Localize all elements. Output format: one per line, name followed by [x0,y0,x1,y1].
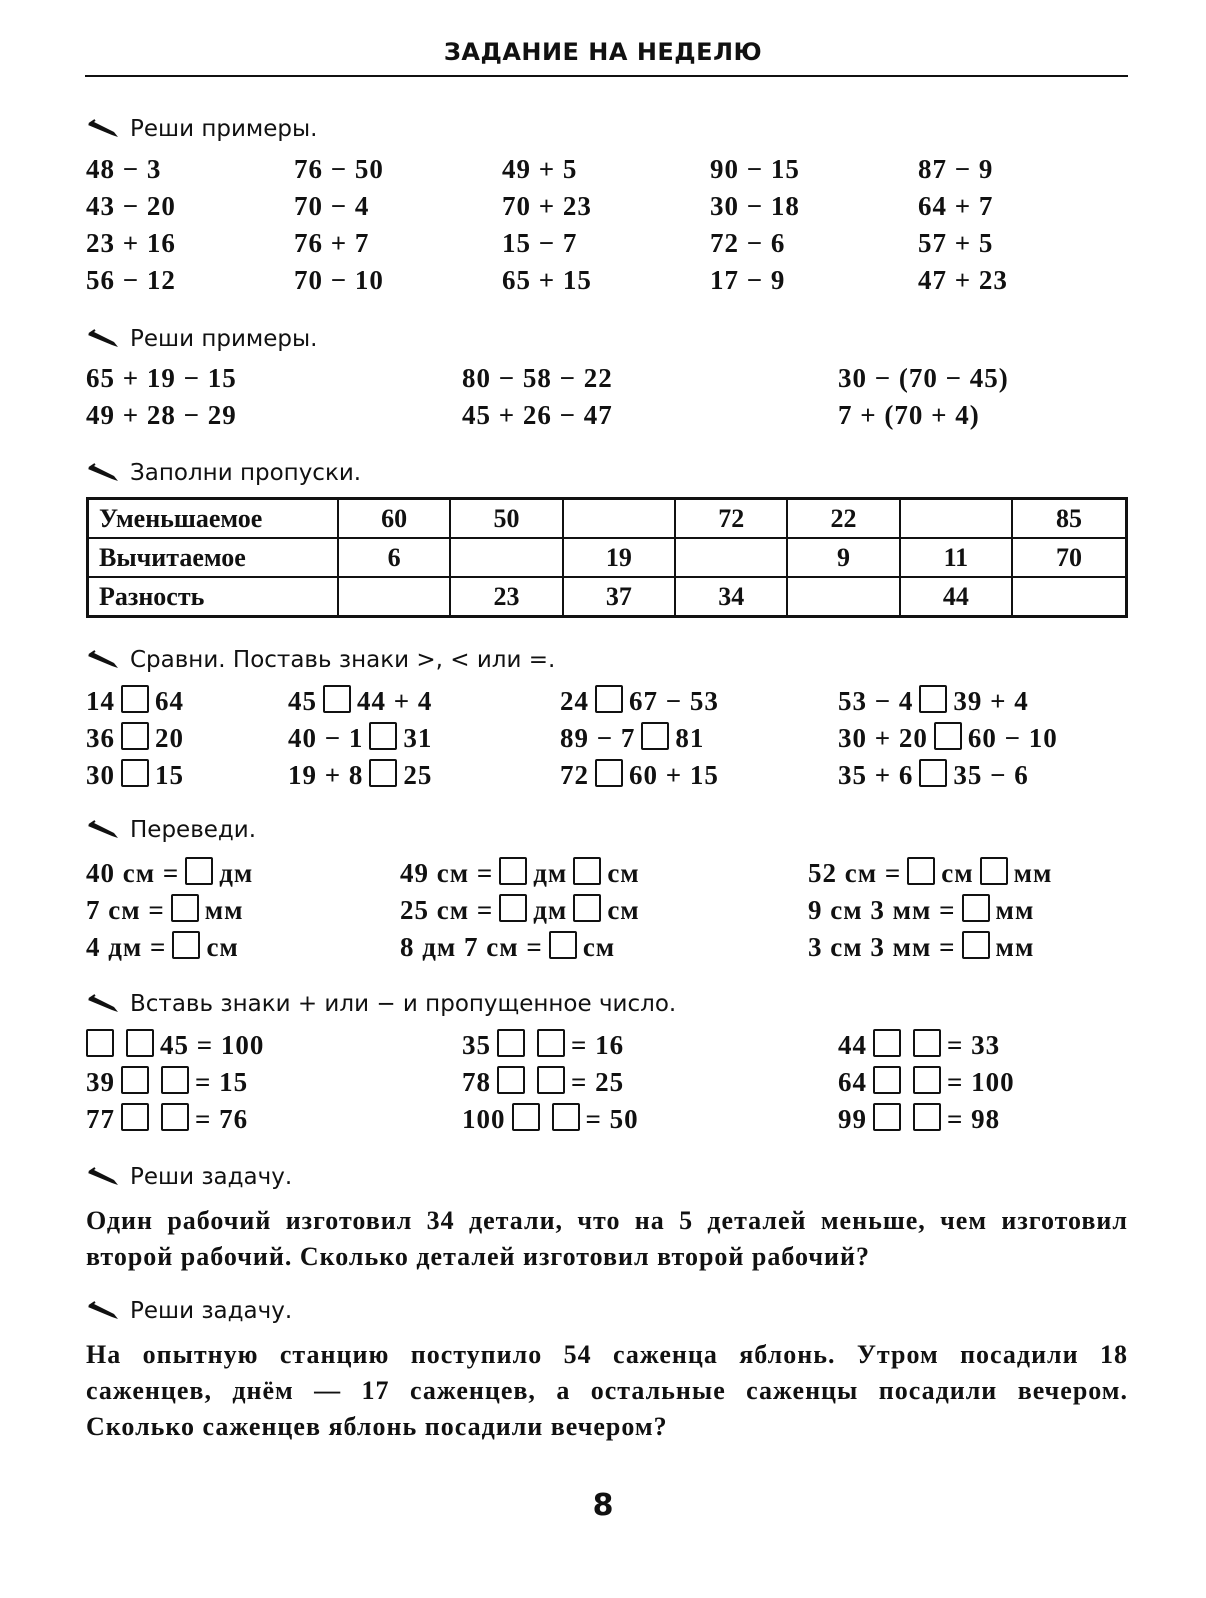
conversion: 40 см = дм [86,858,254,888]
example: 17 − 9 [710,265,786,295]
table-cell [338,577,450,617]
table-cell [563,499,675,539]
task-7-title: Реши задачу. [130,1164,293,1190]
example: 30 − 18 [710,191,800,221]
answer-box[interactable] [121,685,149,713]
comparison: 72 60 + 15 [560,760,719,790]
example: 65 + 19 − 15 [86,363,237,393]
table-cell [787,577,899,617]
example: 48 − 3 [86,154,162,184]
answer-box[interactable] [172,931,200,959]
comparison: 19 + 8 25 [288,760,433,790]
task-5-heading [86,817,256,843]
table-cell: 34 [675,577,787,617]
answer-box[interactable] [552,1103,580,1131]
answer-box[interactable] [641,722,669,750]
task-2-title: Реши примеры. [130,326,318,352]
pencil-icon [86,117,122,139]
answer-box[interactable] [369,759,397,787]
table-cell [900,499,1012,539]
page-number: 8 [592,1488,614,1523]
comparison: 45 44 + 4 [288,686,433,716]
answer-box[interactable] [121,1103,149,1131]
answer-box[interactable] [161,1066,189,1094]
task-4-heading [86,647,555,673]
answer-box[interactable] [499,857,527,885]
conversion: 9 см 3 мм = мм [808,895,1035,925]
equation: 77 = 76 [86,1104,249,1134]
example: 70 − 4 [294,191,370,221]
comparison: 24 67 − 53 [560,686,719,716]
comparison: 30 15 [86,760,184,790]
answer-box[interactable] [913,1029,941,1057]
answer-box[interactable] [161,1103,189,1131]
conversion: 4 дм = см [86,932,239,962]
example: 47 + 23 [918,265,1008,295]
answer-box[interactable] [537,1029,565,1057]
pencil-icon [86,461,122,483]
pencil-icon [86,327,122,349]
answer-box[interactable] [573,857,601,885]
task-5-title: Переведи. [130,817,257,843]
pencil-icon [86,1299,122,1321]
pencil-icon [86,992,122,1014]
answer-box[interactable] [537,1066,565,1094]
answer-box[interactable] [86,1029,114,1057]
answer-box[interactable] [873,1066,901,1094]
task-4-title: Сравни. Поставь знаки >, < или =. [130,647,556,673]
answer-box[interactable] [369,722,397,750]
answer-box[interactable] [962,894,990,922]
table-cell: 9 [787,538,899,577]
example: 23 + 16 [86,228,176,258]
example: 72 − 6 [710,228,786,258]
pencil-icon [86,648,122,670]
answer-box[interactable] [980,857,1008,885]
task-8-problem-text: На опытную станцию поступило 54 саженца яблонь. Утром посадили 18 саженцев, днём — 17 саженцев, а остальные саженцы посадили вечером. Сколько саженцев яблонь посадили вечером? [86,1340,1128,1441]
task-6-title: Вставь знаки + или − и пропущенное число. [130,991,677,1017]
answer-box[interactable] [497,1066,525,1094]
table-cell [450,538,562,577]
table-row [88,577,1127,617]
task-2-heading [86,326,317,352]
table-cell: 22 [787,499,899,539]
task-3-title: Заполни пропуски. [130,460,362,486]
equation: 78 = 25 [462,1067,625,1097]
conversion: 8 дм 7 см = см [400,932,616,962]
answer-box[interactable] [185,857,213,885]
example: 43 − 20 [86,191,176,221]
answer-box[interactable] [549,931,577,959]
example: 30 − (70 − 45) [838,363,1009,393]
table-cell: 37 [563,577,675,617]
header-rule [85,75,1128,77]
table-cell: 70 [1012,538,1126,577]
row-header: Разность [88,577,339,617]
task-8-title: Реши задачу. [130,1298,293,1324]
answer-box[interactable] [913,1066,941,1094]
equation: 35 = 16 [462,1030,625,1060]
conversion: 49 см = дм см [400,858,640,888]
comparison: 36 20 [86,723,184,753]
example: 49 + 5 [502,154,578,184]
answer-box[interactable] [512,1103,540,1131]
equation: 39 = 15 [86,1067,249,1097]
conversion: 3 см 3 мм = мм [808,932,1035,962]
answer-box[interactable] [913,1103,941,1131]
task-3-heading [86,460,361,486]
table-cell: 19 [563,538,675,577]
example: 15 − 7 [502,228,578,258]
example: 90 − 15 [710,154,800,184]
table-cell: 60 [338,499,450,539]
task-7-heading [86,1164,292,1190]
example: 70 + 23 [502,191,592,221]
comparison: 30 + 20 60 − 10 [838,723,1058,753]
example: 64 + 7 [918,191,994,221]
example: 57 + 5 [918,228,994,258]
answer-box[interactable] [323,685,351,713]
table-row [88,499,1127,539]
table-cell: 11 [900,538,1012,577]
answer-box[interactable] [962,931,990,959]
table-cell: 85 [1012,499,1126,539]
comparison: 14 64 [86,686,184,716]
conversion: 25 см = дм см [400,895,640,925]
example: 87 − 9 [918,154,994,184]
answer-box[interactable] [121,759,149,787]
pencil-icon [86,818,122,840]
pencil-icon [86,1165,122,1187]
table-cell [1012,577,1126,617]
task-7-problem-text: Один рабочий изготовил 34 детали, что на 5 деталей меньше, чем изготовил второй рабочий. Сколько деталей изготовил второй рабочий? [86,1206,1128,1271]
row-header: Уменьшаемое [88,499,339,539]
table-row [88,538,1127,577]
example: 80 − 58 − 22 [462,363,613,393]
answer-box[interactable] [919,685,947,713]
answer-box[interactable] [171,894,199,922]
example: 45 + 26 − 47 [462,400,613,430]
answer-box[interactable] [126,1029,154,1057]
equation: 45 = 100 [86,1029,264,1061]
answer-box[interactable] [934,722,962,750]
conversion: 52 см = см мм [808,858,1053,888]
answer-box[interactable] [595,759,623,787]
task-8-heading [86,1298,292,1324]
example: 56 − 12 [86,265,176,295]
comparison: 40 − 1 31 [288,723,433,753]
example: 70 − 10 [294,265,384,295]
table-cell: 72 [675,499,787,539]
answer-box[interactable] [595,685,623,713]
comparison: 35 + 6 35 − 6 [838,760,1029,790]
answer-box[interactable] [873,1029,901,1057]
table-cell [675,538,787,577]
table-cell: 50 [450,499,562,539]
row-header: Вычитаемое [88,538,339,577]
example: 7 + (70 + 4) [838,400,980,430]
example: 76 − 50 [294,154,384,184]
example: 76 + 7 [294,228,370,258]
answer-box[interactable] [573,894,601,922]
answer-box[interactable] [121,722,149,750]
answer-box[interactable] [497,1029,525,1057]
task-1-heading [86,116,317,142]
table-cell: 6 [338,538,450,577]
answer-box[interactable] [907,857,935,885]
task-6-heading [86,991,676,1017]
answer-box[interactable] [873,1103,901,1131]
answer-box[interactable] [121,1066,149,1094]
equation: 44 = 33 [838,1030,1001,1060]
task-1-title: Реши примеры. [130,116,318,142]
example: 65 + 15 [502,265,592,295]
table-cell: 44 [900,577,1012,617]
table-cell: 23 [450,577,562,617]
page-title: ЗАДАНИЕ НА НЕДЕЛЮ [443,38,763,66]
answer-box[interactable] [919,759,947,787]
comparison: 89 − 7 81 [560,723,705,753]
subtraction-table [86,497,1128,618]
conversion: 7 см = мм [86,895,244,925]
equation: 64 = 100 [838,1067,1015,1097]
equation: 100 = 50 [462,1104,639,1134]
equation: 99 = 98 [838,1104,1001,1134]
example: 49 + 28 − 29 [86,400,237,430]
comparison: 53 − 4 39 + 4 [838,686,1029,716]
answer-box[interactable] [499,894,527,922]
